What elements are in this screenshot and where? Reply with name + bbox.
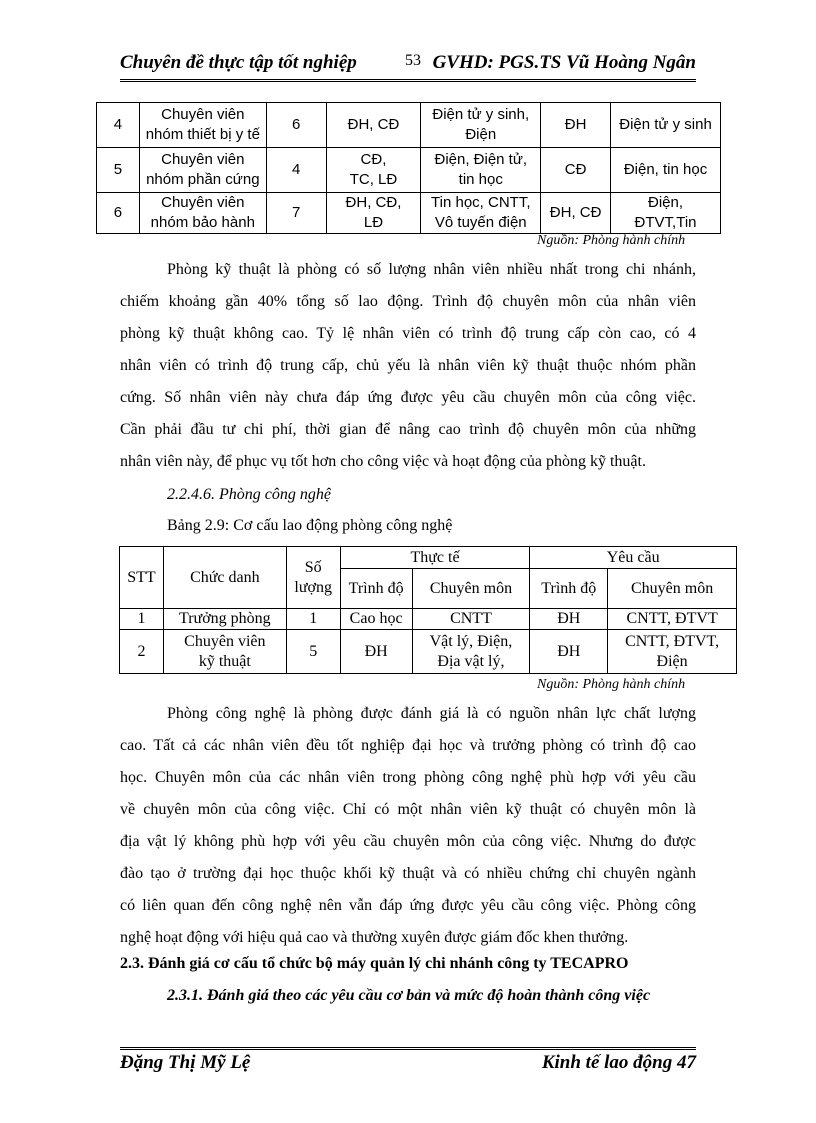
footer-author: Đặng Thị Mỹ Lệ	[120, 1052, 251, 1073]
table-cell: ĐH	[340, 630, 412, 674]
table-row	[120, 609, 737, 630]
paragraph-line: về chuyên môn của công việc. Chỉ có một nhân viên kỹ thuật có chuyên môn là	[120, 801, 696, 818]
header-job-title: Chức danh	[163, 547, 286, 609]
header-stt: STT	[120, 547, 164, 609]
table-cell: 7	[266, 193, 326, 234]
header-divider	[120, 79, 696, 82]
table-cell: Điện tử y sinh	[611, 103, 721, 148]
paragraph-technology-dept	[120, 698, 696, 954]
table-row	[120, 630, 737, 674]
table-cell: CNTT, ĐTVT, Điện	[608, 630, 737, 674]
table1-source: Nguồn: Phòng hành chính	[537, 233, 686, 248]
table-cell: ĐH, CĐ, LĐ	[326, 193, 421, 234]
header-advisor: GVHD: PGS.TS Vũ Hoàng Ngân	[432, 52, 696, 73]
staff-table-technology-body	[120, 609, 737, 674]
paragraph-line: cao. Tất cả các nhân viên đều tốt nghiệp đại học và trưởng phòng có trình độ cao	[120, 737, 696, 754]
table-cell: Chuyên viên nhóm bảo hành	[139, 193, 266, 234]
paragraph-line: học. Chuyên môn của các nhân viên trong phòng công nghệ phù hợp với yêu cầu	[120, 769, 696, 786]
header-quantity: Số lượng	[286, 547, 340, 609]
header-title: Chuyên đề thực tập tốt nghiệp	[120, 52, 357, 73]
paragraph-line: đào tạo ở trường đại học thuộc khối kỹ thuật và có nhiều chứng chỉ chuyên ngành	[120, 865, 696, 882]
table-cell: 1	[120, 609, 164, 630]
table-cell: Chuyên viên kỹ thuật	[163, 630, 286, 674]
paragraph-line: nhân viên có trình độ trung cấp, chủ yếu là nhân viên kỹ thuật thuộc nhóm phần	[120, 357, 696, 374]
page-footer	[120, 1052, 696, 1080]
paragraph-line: Phòng kỹ thuật là phòng có số lượng nhân viên nhiều nhất trong chi nhánh,	[167, 261, 696, 278]
paragraph-line: cứng. Số nhân viên này chưa đáp ứng được yêu cầu chuyên môn của công việc.	[120, 389, 696, 406]
table-cell: Vật lý, Điện, Địa vật lý,	[412, 630, 530, 674]
table-cell: Điện tử y sinh, Điện	[421, 103, 541, 148]
table-cell: 6	[97, 193, 140, 234]
table2-caption: Bảng 2.9: Cơ cấu lao động phòng công nghệ	[167, 517, 453, 534]
paragraph-line: nhân viên này, để phục vụ tốt hơn cho công việc và hoạt động của phòng kỹ thuật.	[120, 453, 646, 470]
table-cell: Điện, Điện tử, tin học	[421, 148, 541, 193]
table-cell: ĐH, CĐ	[326, 103, 421, 148]
footer-divider	[120, 1047, 696, 1050]
paragraph-line: Phòng công nghệ là phòng được đánh giá là có nguồn nhân lực chất lượng	[167, 705, 696, 722]
header-actual-specialty: Chuyên môn	[412, 569, 530, 609]
header-required-level: Trình độ	[530, 569, 608, 609]
header-required-specialty: Chuyên môn	[608, 569, 737, 609]
section-2-3-heading: 2.3. Đánh giá cơ cấu tổ chức bộ máy quản lý chi nhánh công ty TECAPRO	[120, 955, 629, 972]
table-cell: 4	[97, 103, 140, 148]
header-actual-level: Trình độ	[340, 569, 412, 609]
paragraph-line: địa vật lý không phù hợp với yêu cầu chuyên môn của công việc. Nhưng do được	[120, 833, 696, 850]
header-page-number: 53	[405, 52, 421, 69]
table-cell: 2	[120, 630, 164, 674]
paragraph-line: phòng kỹ thuật không cao. Tỷ lệ nhân viên có trình độ trung cấp còn cao, có 4	[120, 325, 696, 342]
table-cell: ĐH, CĐ	[541, 193, 611, 234]
table2-source: Nguồn: Phòng hành chính	[537, 677, 686, 692]
table-cell: 5	[97, 148, 140, 193]
table-cell: CNTT, ĐTVT	[608, 609, 737, 630]
paragraph-line: nghệ hoạt động với hiệu quả cao và thường xuyên được giám đốc khen thưởng.	[120, 929, 629, 946]
staff-table-technology	[119, 546, 737, 674]
page-header	[120, 50, 696, 78]
table-cell: CNTT	[412, 609, 530, 630]
table-cell: 1	[286, 609, 340, 630]
table-cell: ĐH	[541, 103, 611, 148]
table-row	[97, 148, 721, 193]
header-actual: Thực tế	[340, 547, 530, 569]
table-cell: CĐ	[541, 148, 611, 193]
table-cell: CĐ, TC, LĐ	[326, 148, 421, 193]
table-row	[97, 103, 721, 148]
table-cell: Chuyên viên nhóm phần cứng	[139, 148, 266, 193]
table-cell: Trưởng phòng	[163, 609, 286, 630]
section-2-3-1-heading: 2.3.1. Đánh giá theo các yêu cầu cơ bản và mức độ hoàn thành công việc	[167, 987, 651, 1004]
section-2-2-4-6-heading: 2.2.4.6. Phòng công nghệ	[167, 486, 331, 503]
paragraph-line: chiếm khoảng gần 40% tổng số lao động. Trình độ chuyên môn của nhân viên	[120, 293, 696, 310]
table-cell: Điện, ĐTVT,Tin	[611, 193, 721, 234]
staff-table-technical-body	[97, 103, 721, 234]
paragraph-line: có liên quan đến công nghệ nên vẫn đáp ứng được yêu cầu công việc. Phòng công	[120, 897, 696, 914]
paragraph-line: Cần phải đầu tư chi phí, thời gian để nâng cao trình độ chuyên môn của những	[120, 421, 696, 438]
table-cell: ĐH	[530, 609, 608, 630]
table-row	[97, 193, 721, 234]
paragraph-technical-dept	[120, 254, 696, 478]
table-cell: ĐH	[530, 630, 608, 674]
staff-table-technical	[96, 102, 721, 234]
table-cell: Cao học	[340, 609, 412, 630]
table-cell: 6	[266, 103, 326, 148]
table-cell: 4	[266, 148, 326, 193]
table-cell: Chuyên viên nhóm thiết bị y tế	[139, 103, 266, 148]
table-cell: Tin học, CNTT, Vô tuyến điện	[421, 193, 541, 234]
header-required: Yêu cầu	[530, 547, 737, 569]
table-cell: Điện, tin học	[611, 148, 721, 193]
footer-class: Kinh tế lao động 47	[541, 1052, 696, 1073]
table-cell: 5	[286, 630, 340, 674]
